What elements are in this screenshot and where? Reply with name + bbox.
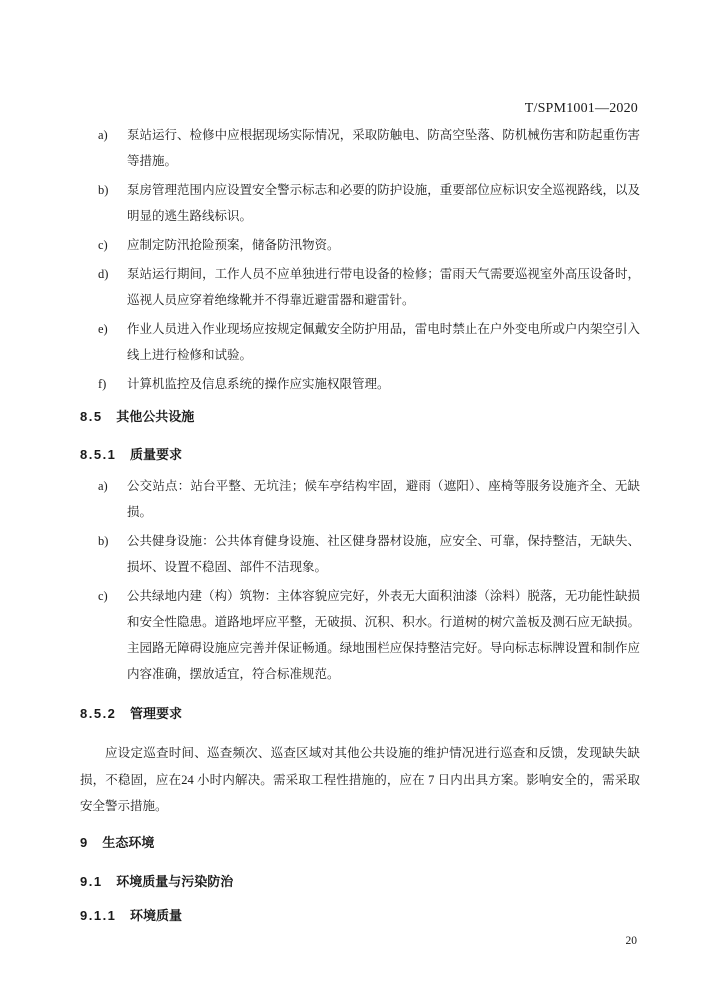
list-item-label: d) <box>98 267 109 281</box>
list-item-text: 计算机监控及信息系统的操作应实施权限管理。 <box>127 377 390 391</box>
heading-number: 8.5 <box>80 409 103 424</box>
heading-title: 质量要求 <box>130 447 183 462</box>
safety-requirements-list <box>80 122 640 397</box>
heading-title: 其他公共设施 <box>116 409 195 424</box>
list-item <box>80 122 640 174</box>
heading-number: 9.1.1 <box>80 907 117 923</box>
heading-number: 9.1 <box>80 873 103 889</box>
list-item-text: 公共绿地内建（构）筑物：主体容貌应完好，外表无大面积油漆（涂料）脱落，无功能性缺损和安全性隐患。道路地坪应平整，无破损、沉积、积水。行道树的树穴盖板及测石应无缺损。主园路无障碍设施应完善并保证畅通。绿地围栏应保持整洁完好。导向标志标牌设置和制作应内容准确，摆放适宜，符合标准规范。 <box>127 589 640 681</box>
list-item <box>80 261 640 313</box>
list-item-text: 泵房管理范围内应设置安全警示标志和必要的防护设施，重要部位应标识安全巡视路线，以及明显的逃生路线标识。 <box>127 183 640 223</box>
list-item <box>80 232 640 258</box>
section-9-heading <box>80 830 640 856</box>
list-item-text: 泵站运行、检修中应根据现场实际情况，采取防触电、防高空坠落、防机械伤害和防起重伤害等措施。 <box>127 128 640 168</box>
list-item-label: c) <box>98 238 108 252</box>
quality-requirements-list <box>80 473 640 687</box>
standard-number: T/SPM1001—2020 <box>524 101 638 116</box>
list-item <box>80 316 640 368</box>
page-number: 20 <box>625 935 637 947</box>
list-item-label: f) <box>98 377 107 391</box>
list-item-text: 泵站运行期间，工作人员不应单独进行带电设备的检修；雷雨天气需要巡视室外高压设备时，巡视人员应穿着绝缘靴并不得靠近避雷器和避雷针。 <box>127 267 640 307</box>
list-item-text: 应制定防汛抢险预案，储备防汛物资。 <box>127 238 340 252</box>
list-item-label: b) <box>98 183 109 197</box>
section-8-5-1-heading <box>80 442 640 468</box>
section-8-5-2-heading <box>80 701 640 727</box>
list-item <box>80 371 640 397</box>
heading-title: 环境质量与污染防治 <box>116 873 234 889</box>
list-item-text: 公共健身设施：公共体育健身设施、社区健身器材设施，应安全、可靠，保持整洁，无缺失、损坏、设置不稳固、部件不洁现象。 <box>127 534 640 574</box>
heading-title: 管理要求 <box>130 706 183 721</box>
list-item-label: c) <box>98 589 108 603</box>
list-item-label: e) <box>98 322 108 336</box>
page-header <box>525 101 638 117</box>
list-item-label: b) <box>98 534 109 548</box>
heading-title: 环境质量 <box>130 907 183 923</box>
heading-number: 8.5.1 <box>80 447 117 462</box>
list-item-text: 公交站点：站台平整、无坑洼；候车亭结构牢固，避雨（遮阳）、座椅等服务设施齐全、无缺损。 <box>127 479 640 519</box>
list-item <box>80 473 640 525</box>
heading-number: 8.5.2 <box>80 706 117 721</box>
list-item-text: 作业人员进入作业现场应按规定佩戴安全防护用品，雷电时禁止在户外变电所或户内架空引入线上进行检修和试验。 <box>127 322 640 362</box>
list-item <box>80 583 640 687</box>
list-item <box>80 177 640 229</box>
heading-title: 生态环境 <box>102 834 155 850</box>
heading-number: 9 <box>80 834 89 850</box>
list-item <box>80 528 640 580</box>
page-content <box>0 122 706 929</box>
list-item-label: a) <box>98 128 108 142</box>
section-8-5-heading <box>80 404 640 430</box>
section-9-1-heading <box>80 869 640 895</box>
section-9-1-1-heading <box>80 903 640 929</box>
management-requirements-paragraph: 应设定巡查时间、巡查频次、巡查区域对其他公共设施的维护情况进行巡查和反馈，发现缺失缺损，不稳固，应在24 小时内解决。需采取工程性措施的，应在 7 日内出具方案。影响安全的，需采取安全警示措施。 <box>80 746 640 813</box>
list-item-label: a) <box>98 479 108 493</box>
